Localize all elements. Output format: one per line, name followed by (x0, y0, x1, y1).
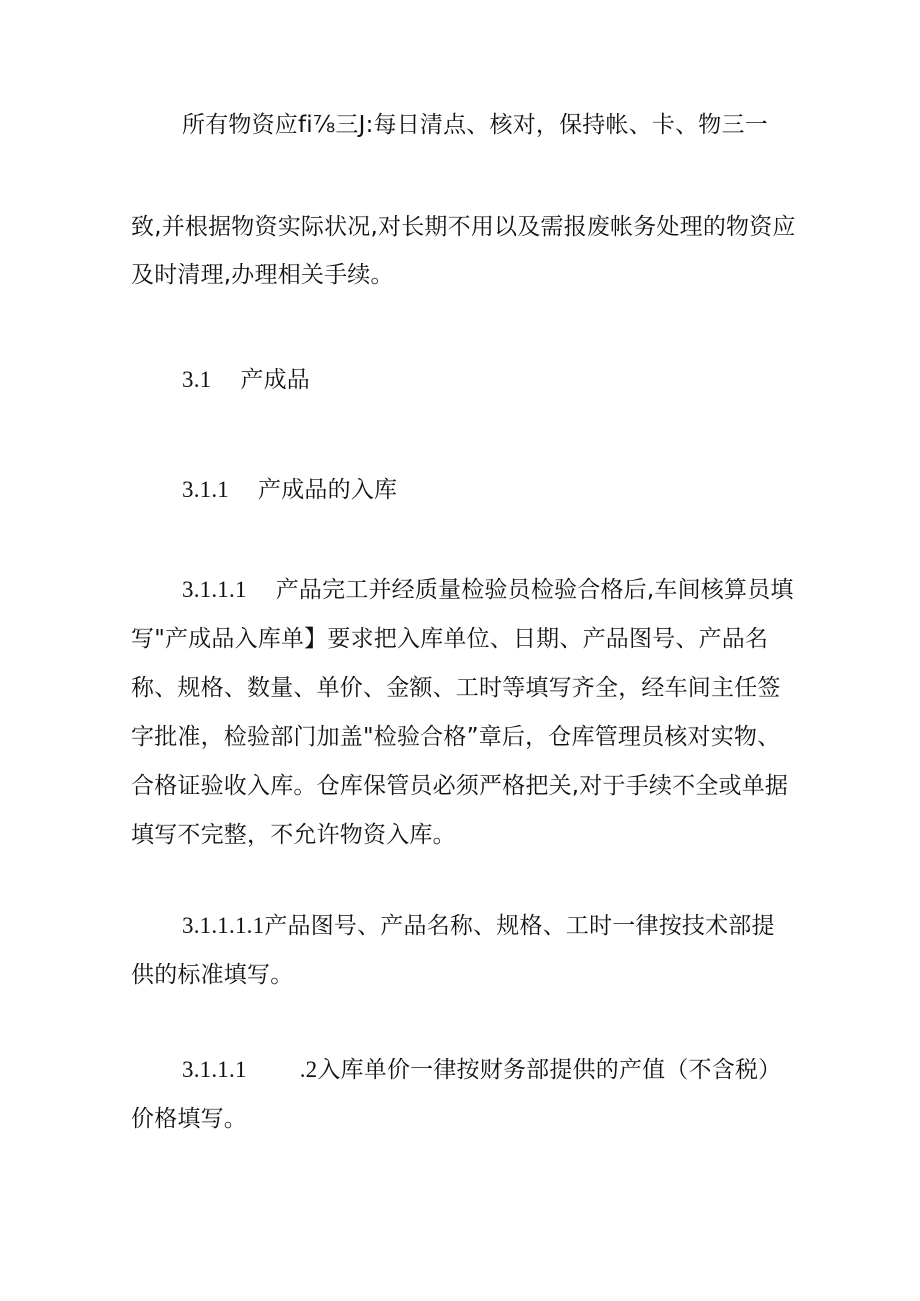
paragraph-line: 合格证验收入库。仓库保管员必须严格把关,对于手续不全或单据 (131, 773, 789, 799)
paragraph-number: 3.1.1.1 (182, 1057, 247, 1082)
paragraph-number: 3.1.1.1.1 (182, 913, 265, 938)
paragraph-line: 及时清理,办理相关手续。 (131, 262, 394, 288)
paragraph-line: 致,并根据物资实际状况,对长期不用以及需报废帐务处理的物资应 (131, 214, 796, 240)
paragraph-3-1-1-1-1-first-line (182, 911, 775, 941)
paragraph-3-1-1-1-first-line (182, 575, 794, 605)
heading-title: 产成品 (240, 367, 310, 393)
paragraph-number-suffix: .2 (299, 1057, 318, 1082)
paragraph-line: 填写不完整，不允许物资入库。 (131, 822, 456, 848)
paragraph-line: 写"产成品入库单】要求把入库单位、日期、产品图号、产品名 (131, 626, 769, 652)
paragraph-line: 供的标准填写。 (131, 962, 294, 988)
paragraph-text: 产品图号、产品名称、规格、工时一律按技术部提 (264, 913, 775, 939)
heading-number: 3.1 (182, 367, 212, 392)
heading-3-1 (182, 365, 310, 395)
heading-number: 3.1.1 (182, 477, 229, 502)
paragraph-number: 3.1.1.1 (182, 577, 247, 602)
paragraph-3-1-1-1-2-first-line (182, 1055, 781, 1085)
paragraph-text: 产品完工并经质量检验员检验合格后,车间核算员填 (275, 577, 794, 603)
paragraph-line: 价格填写。 (131, 1106, 247, 1132)
paragraph-line: 所有物资应fi⅞三J:每日清点、核对，保持帐、卡、物三一 (182, 112, 768, 138)
paragraph-line: 称、规格、数量、单价、金额、工时等填写齐全，经车间主任签 (131, 675, 781, 701)
paragraph-line: 字批准，检验部门加盖"检验合格”章后，仓库管理员核对实物、 (131, 724, 781, 750)
paragraph-text: 入库单价一律按财务部提供的产值（不含税） (317, 1057, 782, 1083)
heading-3-1-1 (182, 475, 397, 505)
heading-title: 产成品的入库 (258, 477, 398, 503)
